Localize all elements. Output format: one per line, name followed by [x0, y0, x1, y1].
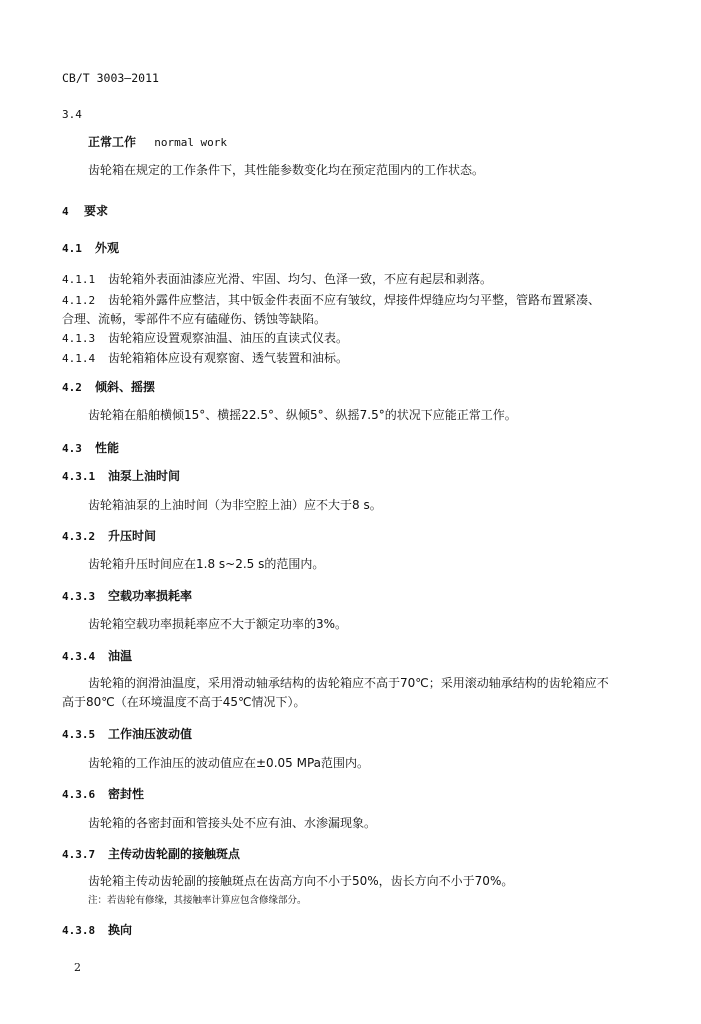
paragraph: 齿轮箱的润滑油温度，采用滑动轴承结构的齿轮箱应不高于70℃；采用滚动轴承结构的齿轮箱应不	[88, 676, 609, 690]
subsection-heading: 4.3.6 密封性	[62, 787, 145, 801]
paragraph: 齿轮箱升压时间应在1.8 s~2.5 s的范围内。	[88, 557, 325, 571]
term-english: normal work	[154, 136, 228, 149]
subsection-heading: 4.3.3 空载功率损耗率	[62, 589, 193, 603]
subsection-heading: 4.3.1 油泵上油时间	[62, 469, 181, 483]
clause-number: 3.4	[62, 108, 82, 121]
paragraph: 齿轮箱在船舶横倾15°、横摇22.5°、纵倾5°、纵摇7.5°的状况下应能正常工作。	[88, 408, 517, 422]
subsection-heading: 4.3.4 油温	[62, 649, 133, 663]
term-title	[88, 134, 227, 151]
subsection-heading: 4.3.5 工作油压波动值	[62, 727, 193, 741]
section-heading: 4.2 倾斜、摇摆	[62, 380, 156, 394]
term-definition: 齿轮箱在规定的工作条件下，其性能参数变化均在预定范围内的工作状态。	[88, 163, 485, 177]
subsection-heading: 4.3.2 升压时间	[62, 529, 157, 543]
page-number: 2	[74, 961, 81, 974]
subsection-heading: 4.3.7 主传动齿轮副的接触斑点	[62, 847, 241, 861]
paragraph: 齿轮箱的各密封面和管接头处不应有油、水渗漏现象。	[88, 816, 377, 830]
paragraph: 齿轮箱主传动齿轮副的接触斑点在齿高方向不小于50%，齿长方向不小于70%。	[88, 874, 514, 888]
standard-code: CB/T 3003—2011	[62, 71, 159, 85]
paragraph-continuation: 高于80℃（在环境温度不高于45℃情况下）。	[62, 695, 306, 709]
list-item: 4.1.3 齿轮箱应设置观察油温、油压的直读式仪表。	[62, 331, 349, 345]
paragraph: 齿轮箱油泵的上油时间（为非空腔上油）应不大于8 s。	[88, 498, 382, 512]
list-item: 4.1.1 齿轮箱外表面油漆应光滑、牢固、均匀、色泽一致，不应有起层和剥落。	[62, 272, 493, 286]
paragraph: 齿轮箱空载功率损耗率应不大于额定功率的3%。	[88, 617, 348, 631]
section-heading: 4 要求	[62, 204, 109, 218]
list-item-continuation: 合理、流畅，零部件不应有磕碰伤、锈蚀等缺陷。	[62, 312, 327, 326]
list-item: 4.1.2 齿轮箱外露件应整洁，其中钣金件表面不应有皱纹，焊接件焊缝应均匀平整，管路布置紧凑、	[62, 293, 601, 307]
list-item: 4.1.4 齿轮箱箱体应设有观察窗、透气装置和油标。	[62, 351, 349, 365]
term-chinese: 正常工作	[88, 135, 137, 149]
note: 注：若齿轮有修缘，其接触率计算应包含修缘部分。	[88, 895, 307, 906]
subsection-heading: 4.3.8 换向	[62, 923, 133, 937]
section-heading: 4.1 外观	[62, 241, 120, 255]
section-heading: 4.3 性能	[62, 441, 120, 455]
paragraph: 齿轮箱的工作油压的波动值应在±0.05 MPa范围内。	[88, 756, 369, 770]
